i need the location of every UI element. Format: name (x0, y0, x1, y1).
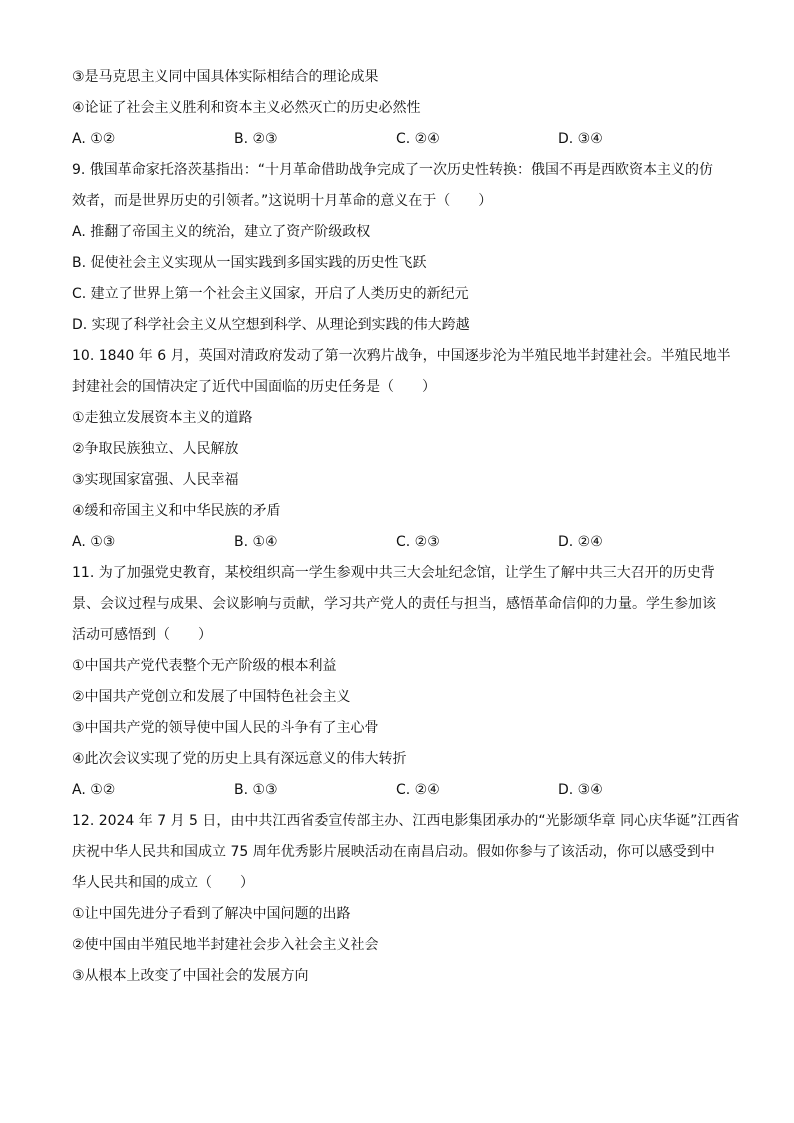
q12-item-3: ③从根本上改变了中国社会的发展方向 (72, 968, 309, 984)
q8-options (72, 124, 732, 155)
q10-item-1: ①走独立发展资本主义的道路 (72, 410, 253, 426)
exam-page (72, 62, 740, 992)
q11-item-4: ④此次会议实现了党的历史上具有深远意义的伟大转折 (72, 751, 407, 767)
q10-option-d: D. ②④ (558, 534, 603, 550)
q8-option-b: B. ②③ (234, 131, 278, 147)
question-8-tail (72, 62, 732, 155)
q10-stem-line-2: 封建社会的国情决定了近代中国面临的历史任务是（ ） (72, 379, 436, 395)
q8-item-3: ③是马克思主义同中国具体实际相结合的理论成果 (72, 69, 379, 85)
q8-option-c: C. ②④ (396, 131, 440, 147)
q9-stem-line-2: 效者，而是世界历史的引领者。”这说明十月革命的意义在于（ ） (72, 193, 493, 209)
q10-option-c: C. ②③ (396, 534, 440, 550)
q11-option-d: D. ③④ (558, 782, 603, 798)
q9-option-b: B. 促使社会主义实现从一国实践到多国实践的历史性飞跃 (72, 255, 427, 271)
q9-option-a: A. 推翻了帝国主义的统治，建立了资产阶级政权 (72, 224, 371, 240)
q11-stem-line-3: 活动可感悟到（ ） (72, 627, 212, 643)
q12-item-2: ②使中国由半殖民地半封建社会步入社会主义社会 (72, 937, 379, 953)
q10-item-4: ④缓和帝国主义和中华民族的矛盾 (72, 503, 281, 519)
question-12 (72, 806, 740, 992)
q10-item-3: ③实现国家富强、人民幸福 (72, 472, 239, 488)
q12-stem-line-3: 华人民共和国的成立（ ） (72, 875, 254, 891)
q11-item-3: ③中国共产党的领导使中国人民的斗争有了主心骨 (72, 720, 379, 736)
question-10 (72, 341, 732, 558)
q11-option-c: C. ②④ (396, 782, 440, 798)
q10-stem-line-1: 10. 1840 年 6 月，英国对清政府发动了第一次鸦片战争，中国逐步沦为半殖民地半封建社会。半殖民地半 (72, 348, 731, 364)
q12-stem-line-2: 庆祝中华人民共和国成立 75 周年优秀影片展映活动在南昌启动。假如你参与了该活动，你可以感受到中 (72, 844, 715, 860)
q11-option-b: B. ①③ (234, 782, 278, 798)
q10-options (72, 527, 732, 558)
q11-option-a: A. ①② (72, 782, 116, 798)
q12-item-1: ①让中国先进分子看到了解决中国问题的出路 (72, 906, 351, 922)
q11-item-2: ②中国共产党创立和发展了中国特色社会主义 (72, 689, 351, 705)
q9-stem-line-1: 9. 俄国革命家托洛茨基指出：“十月革命借助战争完成了一次历史性转换：俄国不再是西欧资本主义的仿 (72, 162, 714, 178)
q10-option-b: B. ①④ (234, 534, 278, 550)
q8-option-d: D. ③④ (558, 131, 603, 147)
q9-option-c: C. 建立了世界上第一个社会主义国家，开启了人类历史的新纪元 (72, 286, 469, 302)
question-11 (72, 558, 732, 806)
q11-stem-line-1: 11. 为了加强党史教育，某校组织高一学生参观中共三大会址纪念馆，让学生了解中共三大召开的历史背 (72, 565, 715, 581)
q8-item-4: ④论证了社会主义胜利和资本主义必然灭亡的历史必然性 (72, 100, 421, 116)
q11-options (72, 775, 732, 806)
q11-stem-line-2: 景、会议过程与成果、会议影响与贡献，学习共产党人的责任与担当，感悟革命信仰的力量。学生参加该 (72, 596, 716, 612)
question-9 (72, 155, 732, 341)
q11-item-1: ①中国共产党代表整个无产阶级的根本利益 (72, 658, 337, 674)
q8-option-a: A. ①② (72, 131, 116, 147)
q12-stem-line-1: 12. 2024 年 7 月 5 日，由中共江西省委宣传部主办、江西电影集团承办的“光影颂华章 同心庆华诞”江西省 (72, 813, 740, 829)
q9-option-d: D. 实现了科学社会主义从空想到科学、从理论到实践的伟大跨越 (72, 317, 470, 333)
q10-option-a: A. ①③ (72, 534, 116, 550)
q10-item-2: ②争取民族独立、人民解放 (72, 441, 239, 457)
